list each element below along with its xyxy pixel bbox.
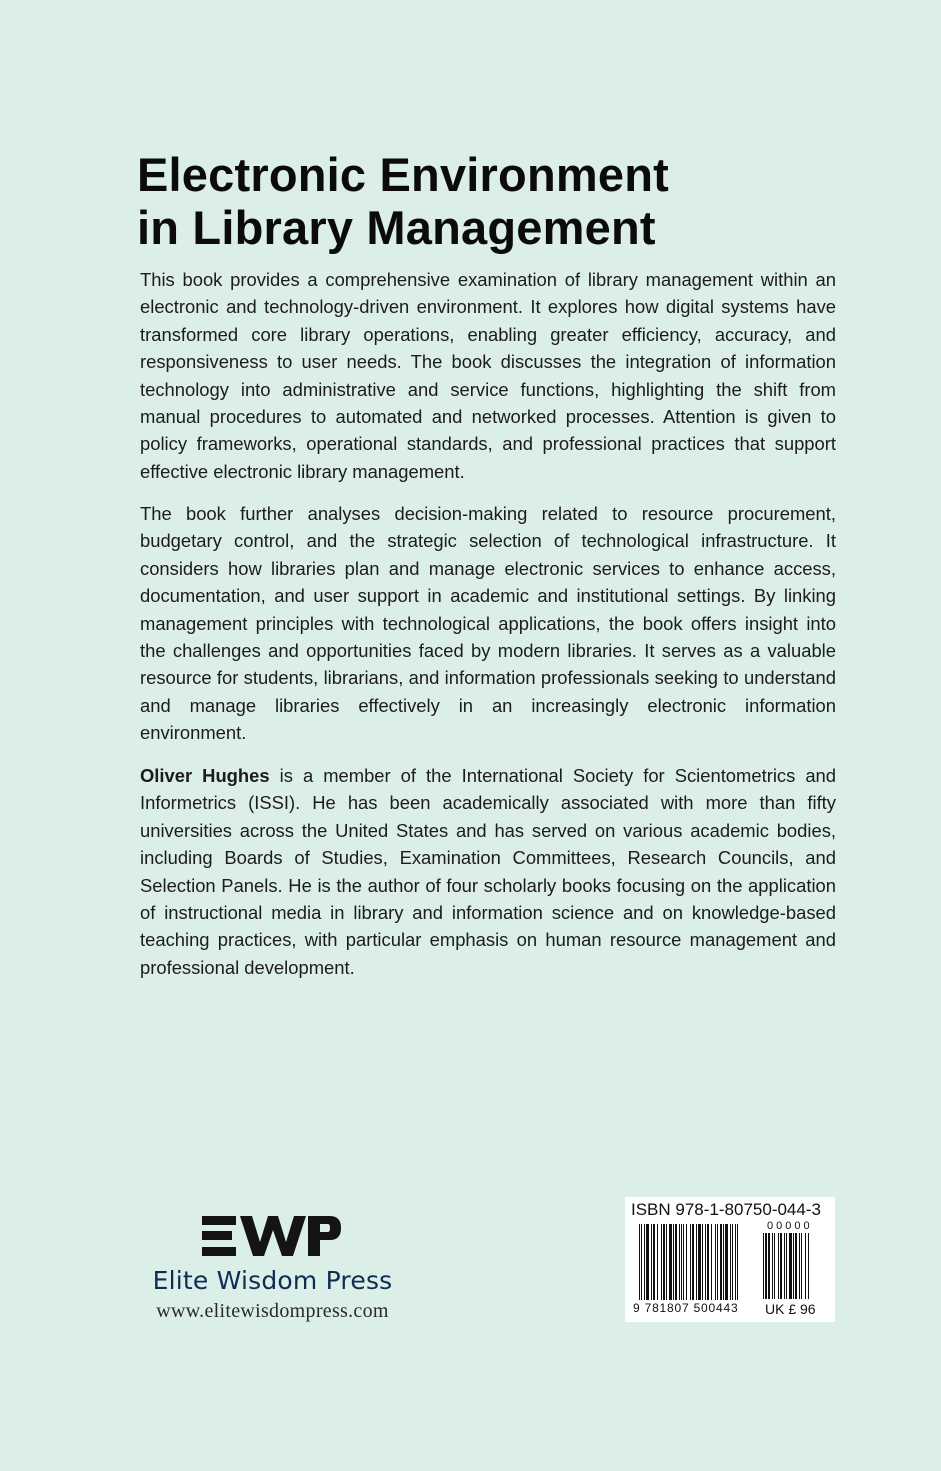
title-line-2: in Library Management — [137, 201, 656, 254]
author-bio-text: is a member of the International Society for Scientometrics and Informetrics (ISSI). He has been academically associated with more than fifty universities across the United States and has served on various academic bodies, including Boards of Studies, Examination Committees, Research Councils, and Selection Panels. He is the author of four scholarly books focusing on the application of instructional media in library and information science and on knowledge-based teaching practices, with particular emphasis on human resource management and professional development. — [140, 765, 836, 978]
description-paragraph-2: The book further analyses decision-making related to resource procurement, budgetary control, and the strategic selection of technological infrastructure. It considers how libraries plan and manage electronic services to enhance access, documentation, and user support in academic and institutional settings. By linking management principles with technological applications, the book offers insight into the challenges and opportunities faced by modern libraries. It serves as a valuable resource for students, librarians, and information professionals seeking to understand and manage libraries effectively in an increasingly electronic information environment. — [140, 503, 836, 744]
publisher-url[interactable]: www.elitewisdompress.com — [156, 1300, 389, 1322]
author-bio-paragraph — [140, 762, 836, 981]
title-line-1: Electronic Environment — [137, 148, 669, 201]
publisher-name: Elite Wisdom Press — [152, 1266, 393, 1295]
addon-barcode-bars — [763, 1233, 819, 1299]
ean-digits: 9 781807 500443 — [633, 1301, 739, 1315]
price-label: UK £ 96 — [765, 1301, 816, 1317]
isbn-barcode — [625, 1197, 835, 1322]
book-title — [137, 148, 837, 254]
publisher-logo — [140, 1212, 410, 1332]
description-paragraph-1: This book provides a comprehensive examination of library management within an electronic and technology-driven environment. It explores how digital systems have transformed core library operations, enabling greater efficiency, accuracy, and responsiveness to user needs. The book discusses the integration of information technology into administrative and service functions, highlighting the shift from manual procedures to automated and networked processes. Attention is given to policy frameworks, operational standards, and professional practices that support effective electronic library management. — [140, 269, 836, 482]
ewp-logo-mark — [202, 1212, 342, 1260]
ean-barcode-bars — [639, 1224, 751, 1300]
addon-digits: 00000 — [767, 1220, 813, 1232]
author-name: Oliver Hughes — [140, 765, 270, 786]
isbn-label: ISBN 978-1-80750-044-3 — [631, 1200, 821, 1219]
